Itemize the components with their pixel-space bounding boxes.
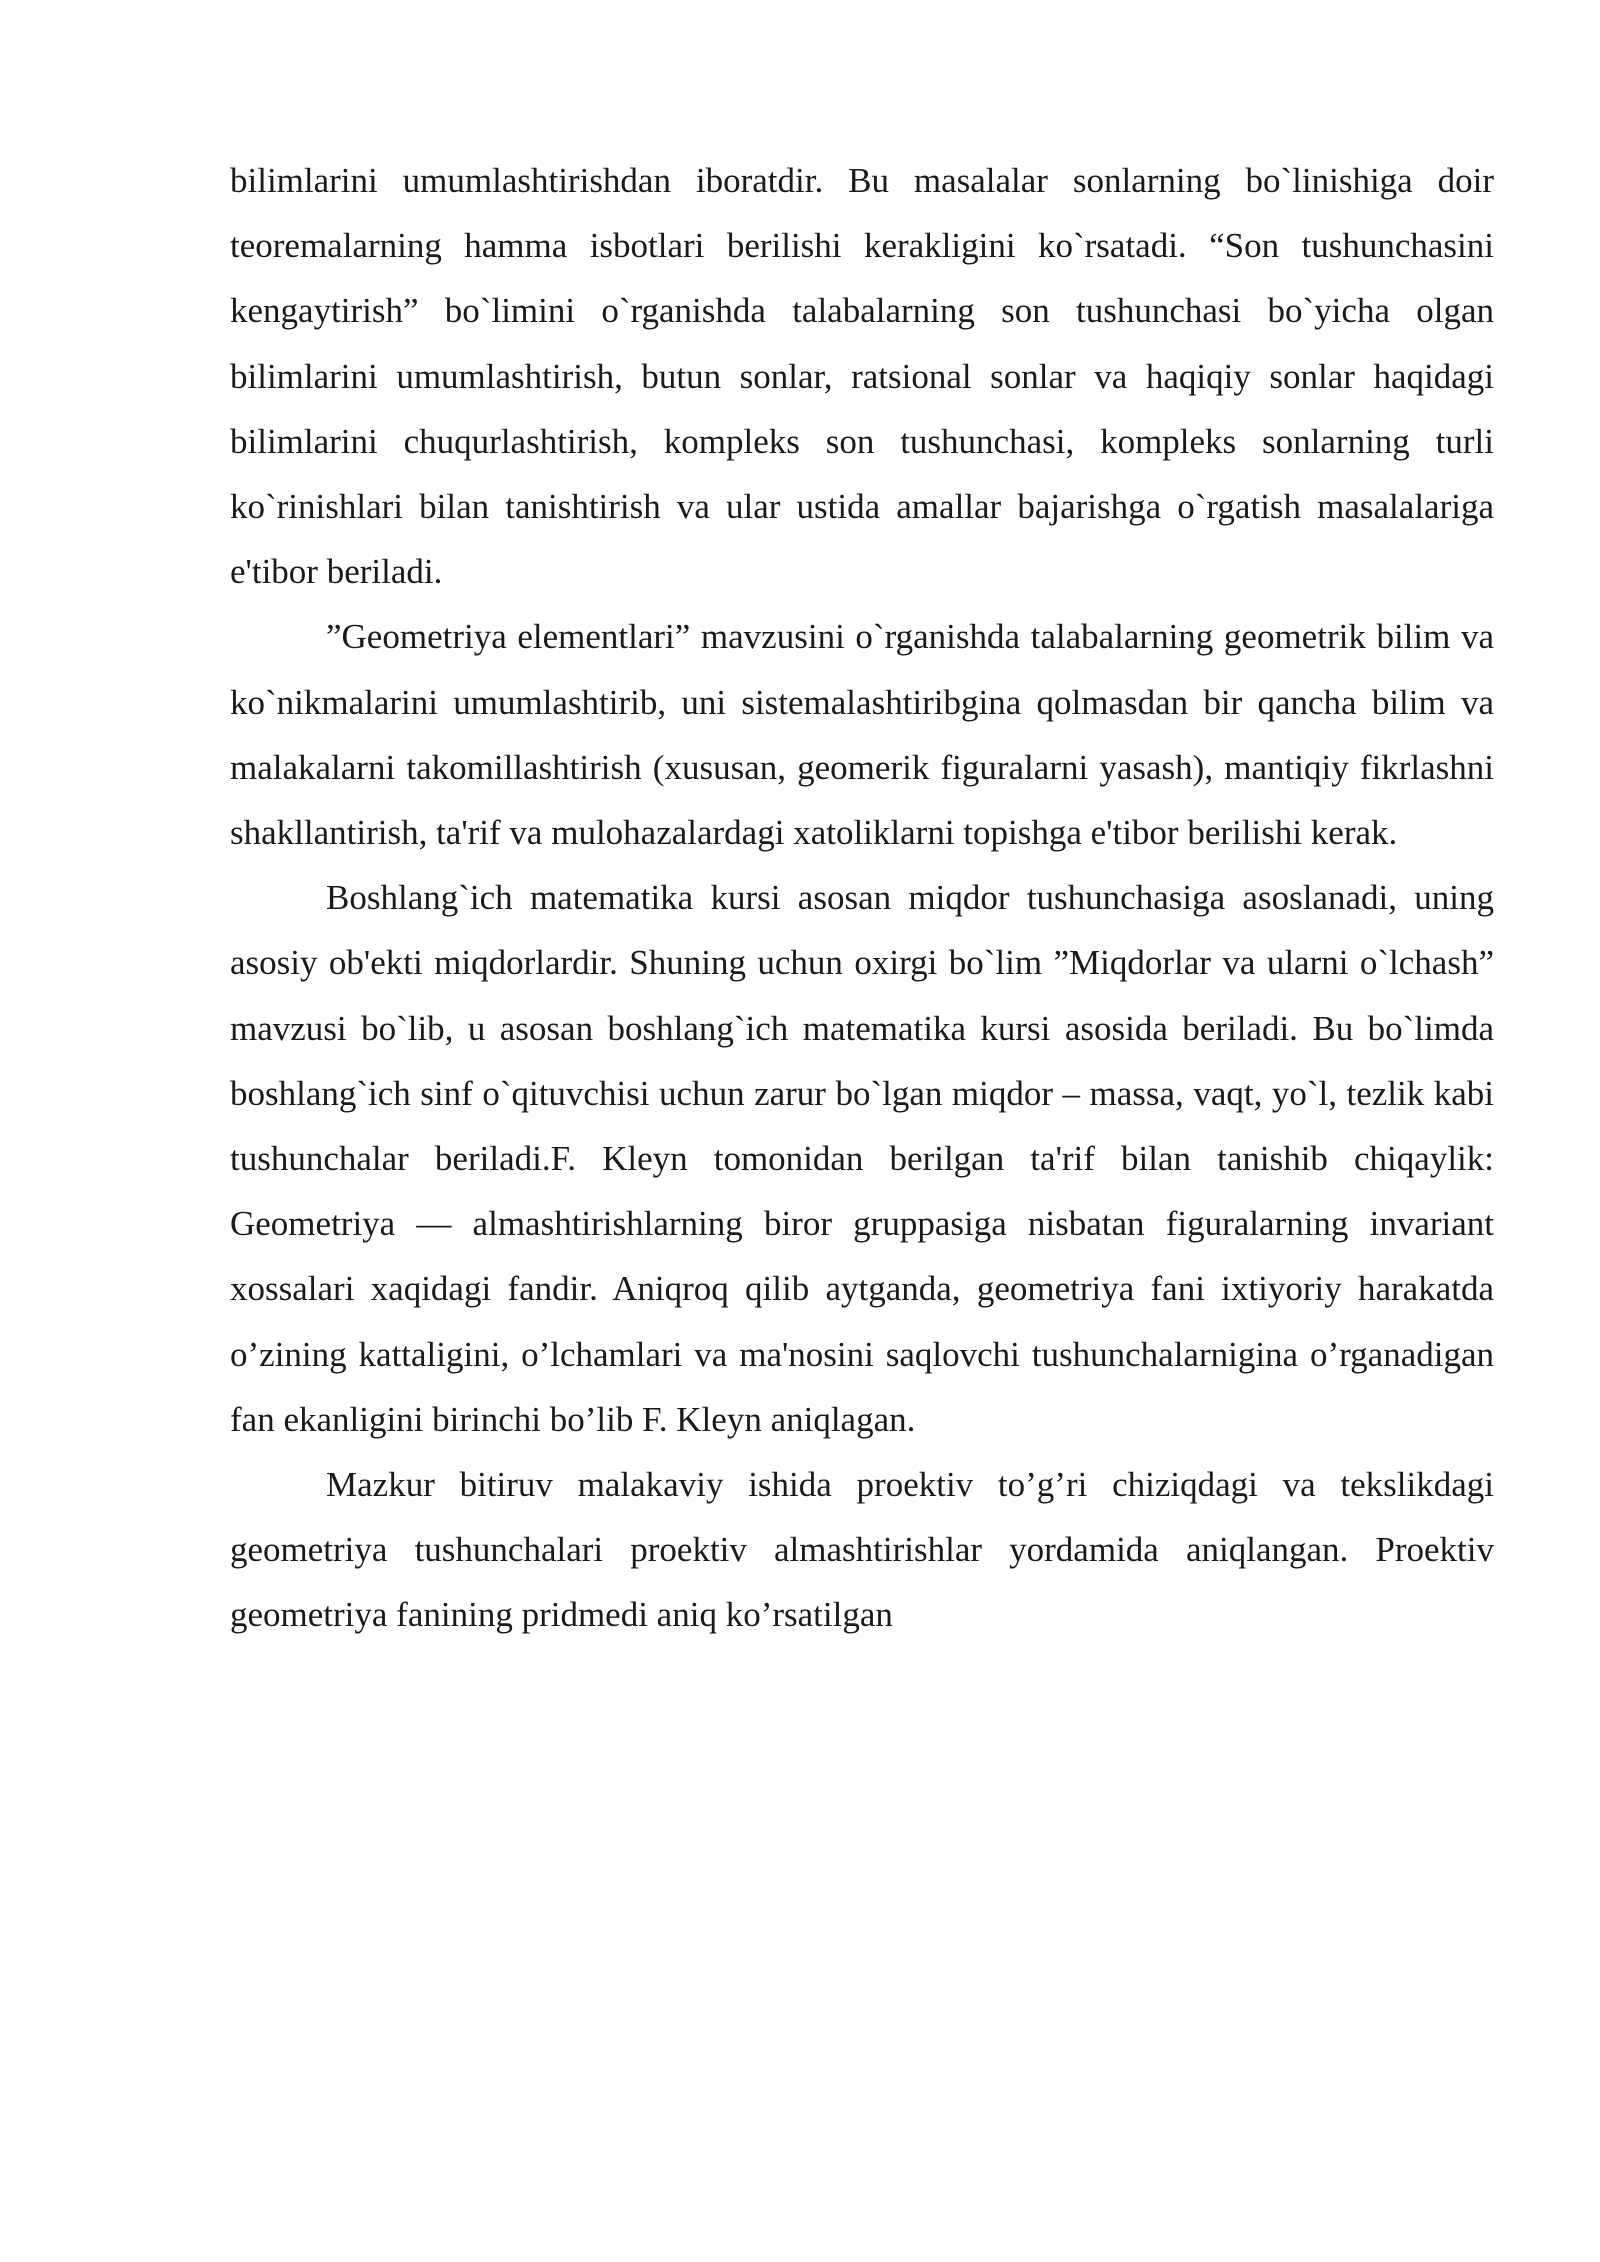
paragraph-1: bilimlarini umumlashtirishdan iboratdir. Bu masalalar sonlarning bo`linishiga doir teoremalarning hamma isbotlari berilishi kerakligini ko`rsatadi. “Son tushunchasini kengaytirish” bo`limini o`rganishda talabalarning son tushunchasi bo`yicha olgan bilimlarini umumlashtirish, butun sonlar, ratsional sonlar va haqiqiy sonlar haqidagi bilimlarini chuqurlashtirish, kompleks son tushunchasi, kompleks sonlarning turli ko`rinishlari bilan tanishtirish va ular ustida amallar bajarishga o`rgatish masalalariga e'tibor beriladi. xyxy=(230,161,1494,592)
paragraph-4: Mazkur bitiruv malakaviy ishida proektiv to’g’ri chiziqdagi va tekslikdagi geometriya tushunchalari proektiv almashtirishlar yordamida aniqlangan. Proektiv geometriya fanining pridmedi aniq ko’rsatilgan xyxy=(230,1465,1494,1635)
paragraph-2: ”Geometriya elementlari” mavzusini o`rganishda talabalarning geometrik bilim va ko`nikmalarini umumlashtirib, uni sistemalashtiribgina qolmasdan bir qancha bilim va malakalarni takomillashtirish (xususan, geomerik figuralarni yasash), mantiqiy fikrlashni shakllantirish, ta'rif va mulohazalardagi xatoliklarni topishga e'tibor berilishi kerak. xyxy=(230,617,1494,853)
paragraph-3: Boshlang`ich matematika kursi asosan miqdor tushunchasiga asoslanadi, uning asosiy ob'ekti miqdorlardir. Shuning uchun oxirgi bo`lim ”Miqdorlar va ularni o`lchash” mavzusi bo`lib, u asosan boshlang`ich matematika kursi asosida beriladi. Bu bo`limda boshlang`ich sinf o`qituvchisi uchun zarur bo`lgan miqdor – massa, vaqt, yo`l, tezlik kabi tushunchalar beriladi.F. Kleyn tomonidan berilgan ta'rif bilan tanishib chiqaylik: Geometriya — almashtirishlarning biror gruppasiga nisbatan figuralarning invariant xossalari xaqidagi fandir. Aniqroq qilib aytganda, geometriya fani ixtiyoriy harakatda o’zining kattaligini, o’lchamlari va ma'nosini saqlovchi tushunchalarnigina o’rganadigan fan ekanligini birinchi bo’lib F. Kleyn aniqlagan. xyxy=(230,878,1494,1439)
body-text xyxy=(230,148,1494,1648)
